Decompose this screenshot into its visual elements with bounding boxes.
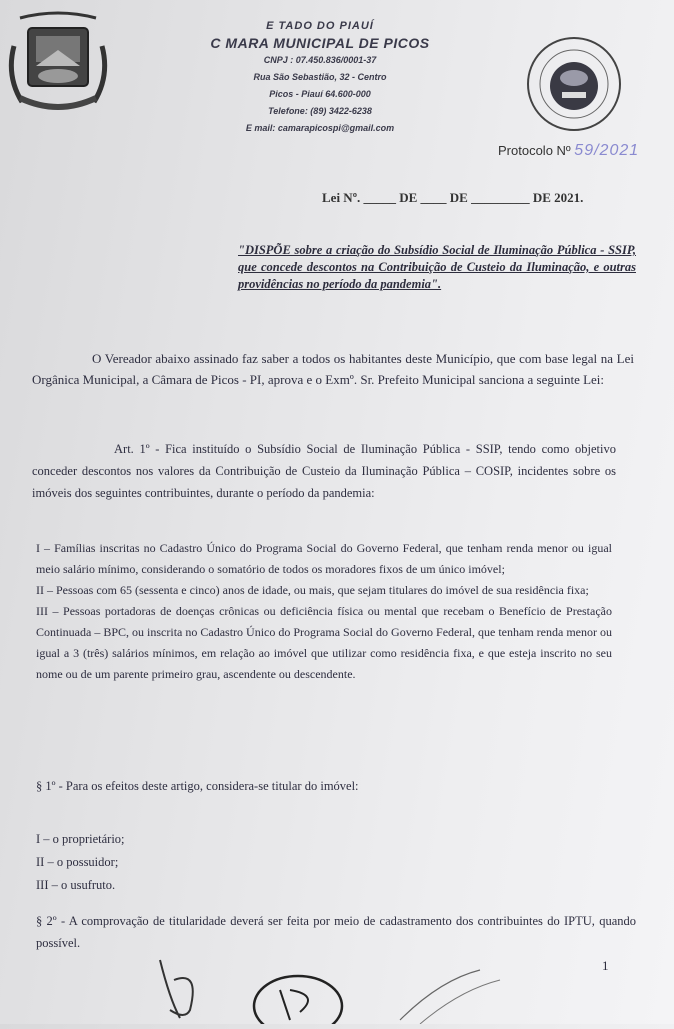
preamble-text: O Vereador abaixo assinado faz saber a todos os habitantes deste Município, que com base legal na Lei Orgânica Municipal, a Câmara de Picos - PI, aprova e o Exmº. Sr. Prefeito Municipal sanciona a seguinte Lei: (32, 351, 634, 387)
camara-seal-icon (524, 34, 624, 134)
law-number-line: Lei Nº. _____ DE ____ DE _________ DE 2021. (322, 190, 584, 205)
titular-item: II – o possuidor; (36, 855, 119, 869)
preamble (32, 348, 634, 390)
letterhead (170, 18, 470, 137)
camara-name: C MARA MUNICIPAL DE PICOS (210, 35, 430, 51)
paragraph-1: § 1º - Para os efeitos deste artigo, considera-se titular do imóvel: (36, 779, 359, 793)
state-line: E TADO DO PIAUÍ (266, 20, 374, 32)
page-number: 1 (602, 958, 609, 973)
article-1-items (36, 538, 612, 685)
protocol-label: Protocolo Nº (498, 143, 571, 158)
paragraph-2: § 2º - A comprovação de titularidade deverá ser feita por meio de cadastramento dos contribuintes do IPTU, quando possível. (36, 914, 636, 950)
protocol-number: 59/2021 (574, 142, 640, 159)
item-iii: III – Pessoas portadoras de doenças crônicas ou deficiência física ou mental que recebam o Benefício de Prestação Continuada – BPC, ou inscrita no Cadastro Único do Programa Social do Governo Federal, que tenham renda menor ou igual a 3 (três) salários mínimos, em relação ao imóvel que utilizar como residência fixa, e que esteja inscrito no seu nome ou de um parente primeiro grau, ascendente ou descendente. (36, 604, 612, 681)
protocol-stamp (498, 142, 639, 160)
city: Picos - Piauí 64.600-000 (269, 89, 371, 99)
titular-list (36, 828, 125, 897)
signature-icon (130, 940, 630, 1024)
cnpj: CNPJ : 07.450.836/0001-37 (263, 55, 377, 65)
municipal-coat-of-arms-icon (6, 6, 110, 116)
titular-item: III – o usufruto. (36, 878, 116, 892)
phone: Telefone: (89) 3422-6238 (268, 106, 372, 116)
law-summary: "DISPÕE sobre a criação do Subsídio Social de Iluminação Pública - SSIP, que concede descontos na Contribuição de Custeio da Iluminação, e outras providências no período da pandemia". (238, 243, 636, 291)
item-i: I – Famílias inscritas no Cadastro Único do Programa Social do Governo Federal, que tenham renda menor ou igual meio salário mínimo, considerando o somatório de todos os moradores fixos de um único imóvel; (36, 541, 612, 576)
titular-item: I – o proprietário; (36, 832, 125, 846)
address: Rua São Sebastião, 32 - Centro (253, 72, 387, 82)
item-ii: II – Pessoas com 65 (sessenta e cinco) anos de idade, ou mais, que sejam titulares do imóvel de sua residência fixa; (36, 583, 589, 597)
article-1 (32, 438, 616, 504)
article-1-text: Art. 1º - Fica instituído o Subsídio Social de Iluminação Pública - SSIP, tendo como objetivo conceder descontos nos valores da Contribuição de Custeio da Iluminação Pública – COSIP, incidentes sobre os imóveis dos seguintes contribuintes, durante o período da pandemia: (32, 442, 616, 500)
email: E mail: camarapicospi@gmail.com (245, 123, 395, 133)
